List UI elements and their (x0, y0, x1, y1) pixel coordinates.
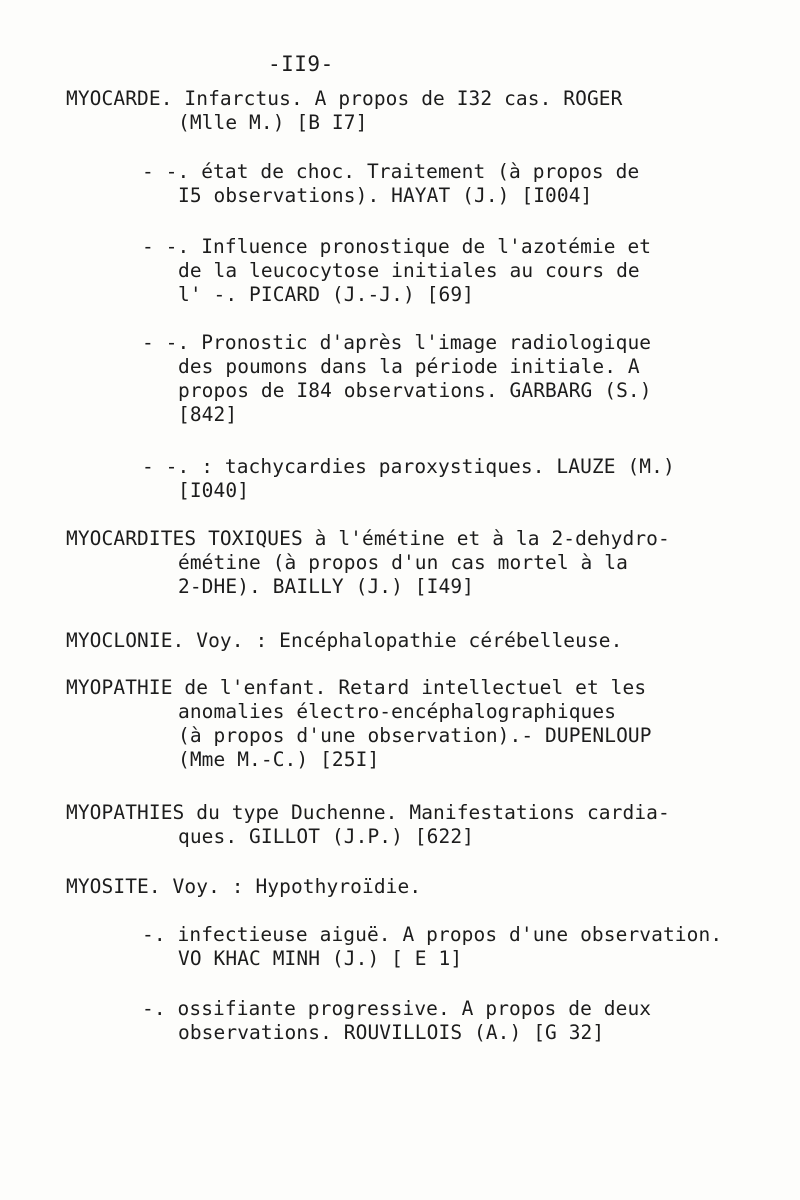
entry-line: de la leucocytose initiales au cours de (178, 259, 640, 282)
entry-line: (Mme M.-C.) [25I] (178, 748, 380, 771)
entry-line: -. infectieuse aiguë. A propos d'une observation. (142, 923, 723, 946)
entry-line: MYOSITE. Voy. : Hypothyroïdie. (66, 875, 422, 898)
entry-line: [842] (178, 403, 238, 426)
entry-line: - -. Influence pronostique de l'azotémie et (142, 235, 652, 258)
entry-line: I5 observations). HAYAT (J.) [I004] (178, 184, 593, 207)
entry-line: (à propos d'une observation).- DUPENLOUP (178, 724, 652, 747)
entry-line: - -. : tachycardies paroxystiques. LAUZE (M.) (142, 455, 675, 478)
entry-line: MYOPATHIE de l'enfant. Retard intellectuel et les (66, 676, 647, 699)
entry-line: émétine (à propos d'un cas mortel à la (178, 551, 628, 574)
entry-line: propos de I84 observations. GARBARG (S.) (178, 379, 652, 402)
entry-line: MYOCARDE. Infarctus. A propos de I32 cas. ROGER (66, 87, 623, 110)
entry-line: - -. état de choc. Traitement (à propos de (142, 160, 640, 183)
page-number: -II9- (268, 52, 334, 76)
entry-line: -. ossifiante progressive. A propos de deux (142, 997, 652, 1020)
entry-line: - -. Pronostic d'après l'image radiologique (142, 331, 652, 354)
entry-line: [I040] (178, 479, 250, 502)
entry-line: l' -. PICARD (J.-J.) [69] (178, 283, 474, 306)
entry-line: 2-DHE). BAILLY (J.) [I49] (178, 575, 474, 598)
entry-line: ques. GILLOT (J.P.) [622] (178, 825, 474, 848)
entry-line: des poumons dans la période initiale. A (178, 355, 640, 378)
entry-line: (Mlle M.) [B I7] (178, 111, 368, 134)
entry-line: MYOPATHIES du type Duchenne. Manifestations cardia- (66, 801, 670, 824)
entry-line: MYOCARDITES TOXIQUES à l'émétine et à la 2-dehydro- (66, 527, 670, 550)
entry-line: MYOCLONIE. Voy. : Encéphalopathie cérébelleuse. (66, 629, 623, 652)
entry-line: anomalies électro-encéphalographiques (178, 700, 617, 723)
entry-line: observations. ROUVILLOIS (A.) [G 32] (178, 1021, 605, 1044)
entry-line: VO KHAC MINH (J.) [ E 1] (178, 947, 463, 970)
